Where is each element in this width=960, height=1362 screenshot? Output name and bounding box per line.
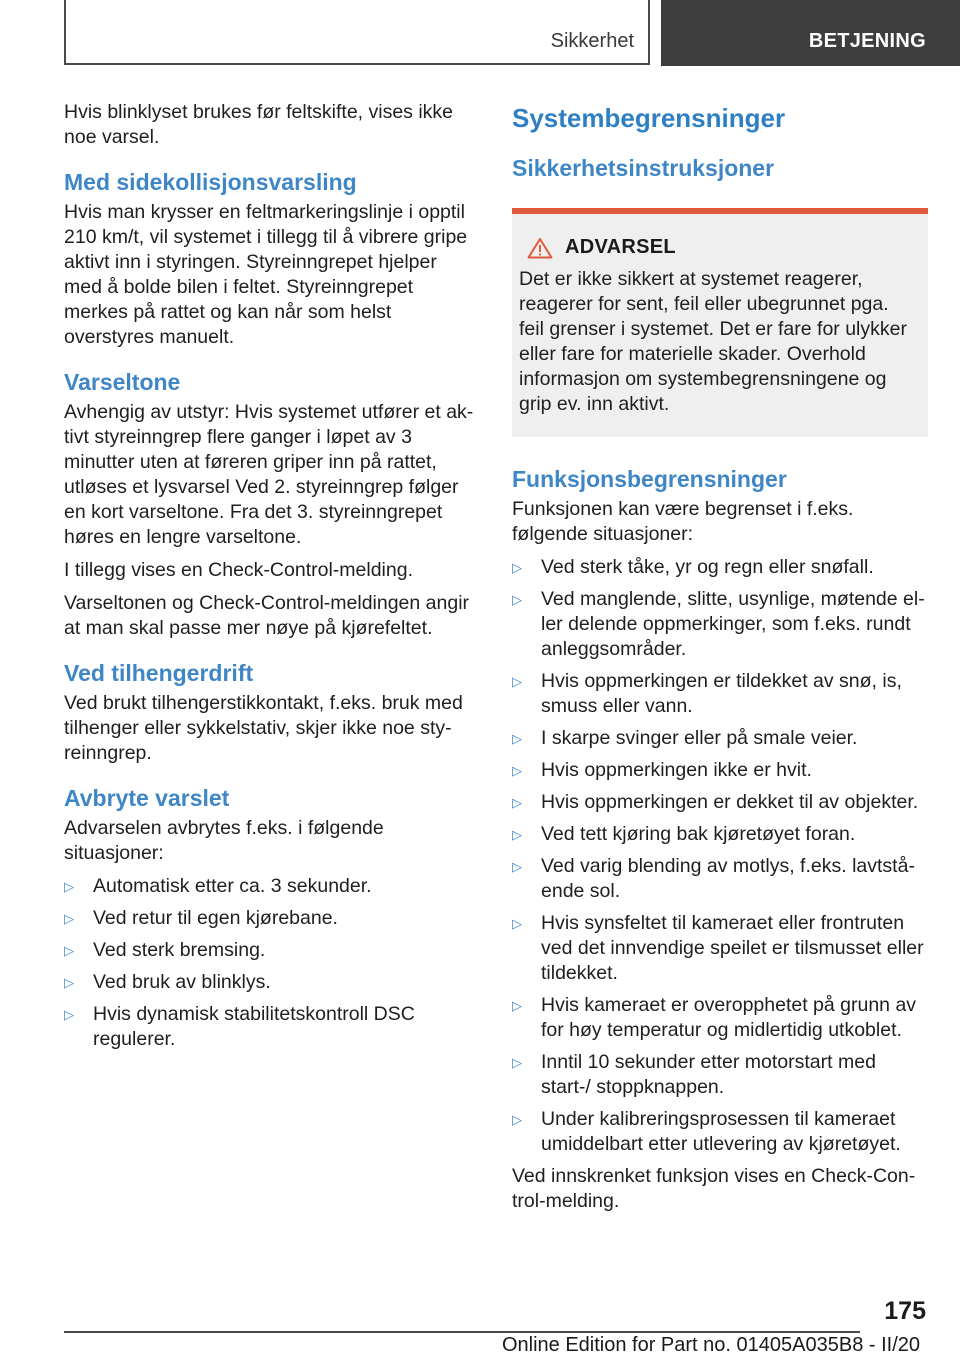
funksjon-list xyxy=(512,555,928,1157)
list-item: ▷ Ved manglende, slitte, usynlige, møtende eller delende oppmerkinger, som f.eks. rundt anleggsområder. xyxy=(512,588,925,660)
heading-funksjonsbegrensninger: Funksjonsbegrensninger xyxy=(512,466,787,492)
intro-paragraph: Hvis blinklyset brukes før feltskifte, vises ikke noe varsel. xyxy=(64,101,454,148)
triangle-right-icon: ▷ xyxy=(512,763,522,778)
section-tab-label: BETJENING xyxy=(808,30,926,52)
left-column xyxy=(64,100,480,1059)
list-item: ▷ I skarpe svinger eller på smale veier. xyxy=(512,727,858,749)
triangle-right-icon: ▷ xyxy=(512,1055,522,1070)
list-item: ▷ Under kalibreringsprosessen til kameraet umiddelbart etter utlevering av kjøretøyet. xyxy=(512,1108,901,1155)
list-item: ▷ Inntil 10 sekunder etter motorstart med start-/ stoppknappen. xyxy=(512,1051,876,1098)
list-item: ▷ Hvis oppmerkingen er dekket til av objekter. xyxy=(512,791,919,813)
section-tab xyxy=(661,0,960,66)
triangle-right-icon: ▷ xyxy=(64,975,74,990)
paragraph-varseltone-2: I tillegg vises en Check-Control-melding. xyxy=(64,559,413,581)
list-item: ▷ Ved varig blending av motlys, f.eks. lavtstående sol. xyxy=(512,855,915,902)
triangle-right-icon: ▷ xyxy=(512,795,522,810)
warning-box xyxy=(512,208,928,437)
page-number: 175 xyxy=(884,1297,926,1325)
list-item: ▷ Automatisk etter ca. 3 sekunder. xyxy=(64,875,372,897)
list-item: ▷ Hvis kameraet er overopphetet på grunn av for høy temperatur og midlertidig utkoblet. xyxy=(512,994,917,1041)
heading-varseltone: Varseltone xyxy=(64,369,181,395)
heading-systembegrensninger: Systembegrensninger xyxy=(512,103,786,133)
triangle-right-icon: ▷ xyxy=(512,998,522,1013)
list-item: ▷ Ved sterk tåke, yr og regn eller snøfall. xyxy=(512,556,874,578)
paragraph-tilhenger: Ved brukt tilhengerstikkontakt, f.eks. bruk med tilhenger eller sykkelstativ, skjer ikke noe styreinngrep. xyxy=(64,692,463,764)
list-item: ▷ Hvis oppmerkingen er tildekket av snø, is, smuss eller vann. xyxy=(512,670,902,717)
triangle-right-icon: ▷ xyxy=(64,943,74,958)
triangle-right-icon: ▷ xyxy=(512,674,522,689)
footer-edition-text: Online Edition for Part no. 01405A035B8 - II/20 xyxy=(501,1334,920,1356)
triangle-right-icon: ▷ xyxy=(512,560,522,575)
warning-title: ADVARSEL xyxy=(565,236,676,258)
triangle-right-icon: ▷ xyxy=(512,592,522,607)
paragraph-avbryte: Advarselen avbrytes f.eks. i følgende situasjoner: xyxy=(64,817,384,864)
list-item: ▷ Ved sterk bremsing. xyxy=(64,939,266,961)
paragraph-varseltone-1: Avhengig av utstyr: Hvis systemet utfører et aktivt styreinngrep flere ganger i løpet av 3 minutter uten at føreren griper inn på rattet, utløses et lysvarsel Ved 2. styreinngrep følger en kort varseltone. Fra det 3. styreinngrepet høres en lengre varseltone. xyxy=(64,401,474,548)
heading-sidekollisjon: Med sidekollisjonsvarsling xyxy=(64,169,357,195)
list-item: ▷ Ved bruk av blinklys. xyxy=(64,971,271,993)
list-item: ▷ Hvis oppmerkingen ikke er hvit. xyxy=(512,759,812,781)
warning-triangle-icon xyxy=(527,237,553,259)
list-item: ▷ Hvis synsfeltet til kameraet eller frontruten ved det innvendige speilet er tilsmusset eller tildekket. xyxy=(512,912,924,984)
triangle-right-icon: ▷ xyxy=(512,916,522,931)
triangle-right-icon: ▷ xyxy=(64,879,74,894)
chapter-tab-label: Sikkerhet xyxy=(550,30,634,52)
list-item: ▷ Hvis dynamisk stabilitetskontroll DSC regulerer. xyxy=(64,1003,415,1050)
paragraph-varseltone-3: Varseltonen og Check-Control-meldingen angir at man skal passe mer nøye på kjørefeltet. xyxy=(64,592,470,639)
page-header xyxy=(0,0,960,66)
heading-sikkerhetsinstruksjoner: Sikkerhetsinstruksjoner xyxy=(512,155,775,181)
paragraph-sidekollisjon: Hvis man krysser en feltmarkeringslinje i opptil 210 km/t, vil systemet i tillegg til å vibrere gripe aktivt inn i styringen. Styreinngrepet hjelper med å bolde bilen i feltet. Styreinngrepet merkes på rattet og kan når som helst overstyres manuelt. xyxy=(64,201,468,348)
triangle-right-icon: ▷ xyxy=(512,731,522,746)
paragraph-funksjon: Funksjonen kan være begrenset i f.eks. følgende situasjoner: xyxy=(512,498,854,545)
heading-avbryte: Avbryte varslet xyxy=(64,785,230,811)
triangle-right-icon: ▷ xyxy=(512,1112,522,1127)
list-item: ▷ Ved retur til egen kjørebane. xyxy=(64,907,338,929)
triangle-right-icon: ▷ xyxy=(512,859,522,874)
right-column xyxy=(512,100,928,1222)
chapter-tab xyxy=(64,0,650,65)
avbryte-list xyxy=(64,874,480,1052)
triangle-right-icon: ▷ xyxy=(64,1007,74,1022)
warning-text: Det er ikke sikkert at systemet reagerer, reagerer for sent, feil eller ubegrunnet pga. feil grenser i systemet. Det er fare for ulykker eller fare for materielle skader. Overhold informasjon om systembegrensningene og grip ev. inn aktivt. xyxy=(519,268,907,415)
triangle-right-icon: ▷ xyxy=(512,827,522,842)
heading-tilhenger: Ved tilhengerdrift xyxy=(64,660,254,686)
triangle-right-icon: ▷ xyxy=(64,911,74,926)
footer-divider xyxy=(64,1331,860,1333)
list-item: ▷ Ved tett kjøring bak kjøretøyet foran. xyxy=(512,823,856,845)
paragraph-closing: Ved innskrenket funksjon vises en Check-Control-melding. xyxy=(512,1165,916,1212)
warning-header xyxy=(519,236,914,259)
